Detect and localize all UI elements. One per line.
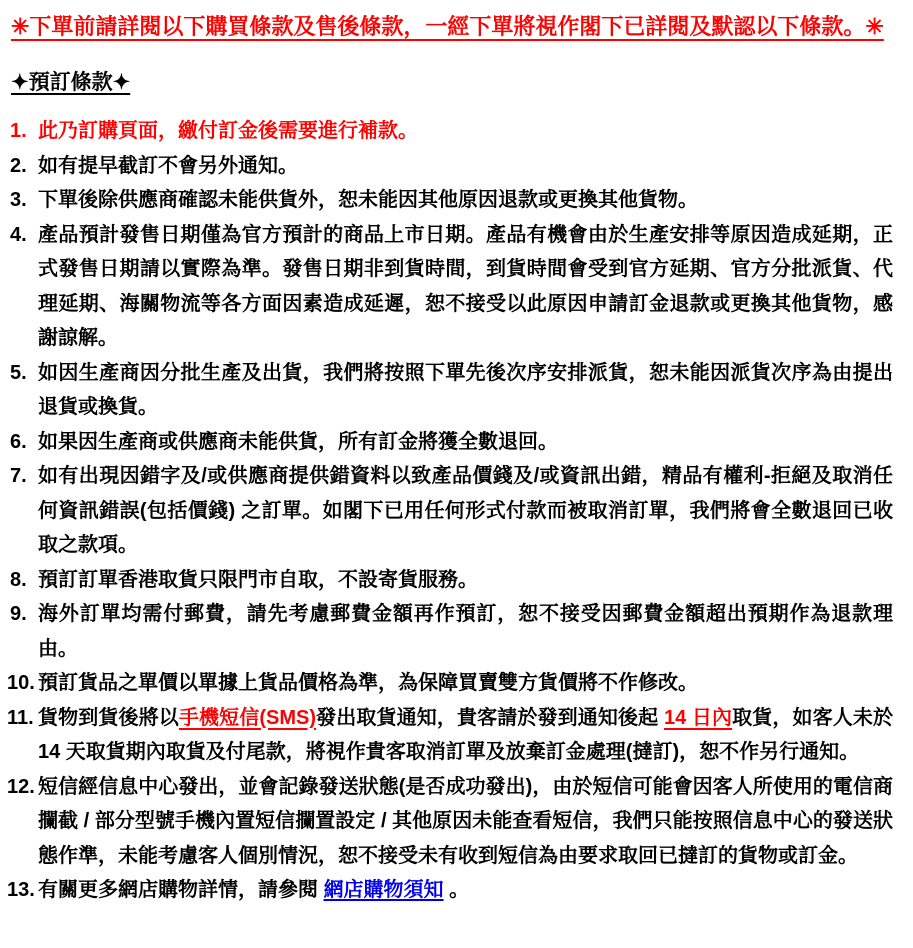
term-number: 3.	[10, 189, 27, 211]
term-text-segment: 預訂訂單香港取貨只限門市自取，不設寄貨服務。	[38, 568, 478, 591]
term-text	[38, 666, 893, 701]
term-text	[38, 873, 893, 908]
term-number: 12.	[7, 775, 35, 798]
term-text-segment: 如果因生產商或供應商未能供貨，所有訂金將獲全數退回。	[38, 430, 558, 453]
term-item	[7, 183, 893, 218]
term-number: 8.	[10, 568, 27, 591]
term-number: 13.	[7, 879, 35, 901]
term-text	[38, 356, 893, 425]
term-item	[7, 666, 893, 701]
term-number: 4.	[10, 223, 27, 246]
term-text-segment: 如有提早截訂不會另外通知。	[38, 154, 298, 177]
term-text	[38, 459, 893, 563]
term-item	[7, 563, 893, 598]
term-number: 7.	[10, 465, 27, 487]
term-item	[7, 459, 893, 563]
term-text-segment: 下單後除供應商確認未能供貨外，恕未能因其他原因退款或更換其他貨物。	[38, 189, 698, 211]
term-text-segment: 取貨，如客人未於 14 天取貨期內取貨及付尾款，將視作貴客取消訂單及放棄訂金處理(撻訂)，恕不作另行通知。	[38, 706, 894, 763]
term-item	[7, 356, 893, 425]
term-text	[38, 425, 893, 460]
webstore-shopping-notice-link[interactable]: 網店購物須知	[323, 879, 444, 901]
red-highlight-text: 14 日內	[663, 706, 733, 729]
term-number: 2.	[10, 154, 27, 177]
term-number: 11.	[7, 706, 34, 729]
terms-list	[7, 114, 893, 908]
term-text	[38, 218, 893, 356]
term-text	[38, 597, 893, 666]
term-number: 1.	[10, 120, 27, 142]
term-number: 9.	[10, 603, 27, 625]
term-number: 6.	[10, 430, 27, 453]
term-item	[7, 873, 893, 908]
term-number: 10.	[7, 672, 35, 694]
term-text-segment: 預訂貨品之單價以單據上貨品價格為準，為保障買賣雙方貨價將不作修改。	[38, 672, 698, 694]
term-item	[7, 425, 893, 460]
term-text-segment: 如因生產商因分批生產及出貨，我們將按照下單先後次序安排派貨，恕未能因派貨次序為由提出退貨或換貨。	[38, 361, 893, 418]
term-text-segment: 短信經信息中心發出，並會記錄發送狀態(是否成功發出)，由於短信可能會因客人所使用的電信商攔截 / 部分型號手機內置短信攔置設定 / 其他原因未能查看短信，我們只能按照信息中心的發送狀態作準，未能考慮客人個別情況，恕不接受未有收到短信為由要求取回已撻訂的貨物或訂金。	[38, 775, 893, 867]
term-text-segment: 有關更多網店購物詳情，請參閱	[38, 879, 324, 901]
red-highlight-text: 手機短信(SMS)	[178, 706, 317, 729]
term-text-segment: 如有出現因錯字及/或供應商提供錯資料以致產品價錢及/或資訊出錯，精品有權利-拒絕及取消任何資訊錯誤(包括價錢) 之訂單。如閣下已用任何形式付款而被取消訂單，我們將會全數退回已收取之款項。	[38, 465, 893, 556]
term-number: 5.	[10, 361, 27, 384]
term-text	[38, 114, 893, 149]
term-text	[38, 149, 893, 184]
term-item	[7, 701, 893, 770]
term-item	[7, 597, 893, 666]
term-item	[7, 770, 893, 874]
term-text-segment: 海外訂單均需付郵費，請先考慮郵費金額再作預訂，恕不接受因郵費金額超出預期作為退款理由。	[38, 603, 893, 660]
term-item	[7, 218, 893, 356]
term-text	[38, 701, 893, 770]
term-item	[7, 114, 893, 149]
term-text	[38, 770, 893, 874]
purchase-notice-header: ✳下單前請詳閱以下購買條款及售後條款，一經下單將視作閣下已詳閱及默認以下條款。✳	[11, 14, 884, 39]
term-text	[38, 563, 893, 598]
term-text-segment: 此乃訂購頁面，繳付訂金後需要進行補款。	[38, 120, 418, 142]
term-text	[38, 183, 893, 218]
preorder-terms-title: ✦預訂條款✦	[11, 71, 131, 94]
term-text-segment: 。	[443, 879, 470, 901]
term-text-segment: 發出取貨通知，貴客請於發到通知後起	[316, 706, 664, 729]
term-text-segment: 產品預計發售日期僅為官方預計的商品上市日期。產品有機會由於生產安排等原因造成延期，正式發售日期請以實際為準。發售日期非到貨時間，到貨時間會受到官方延期、官方分批派貨、代理延期、海關物流等各方面因素造成延遲，恕不接受以此原因申請訂金退款或更換其他貨物，感謝諒解。	[38, 223, 893, 349]
term-item	[7, 149, 893, 184]
term-text-segment: 貨物到貨後將以	[38, 706, 179, 729]
